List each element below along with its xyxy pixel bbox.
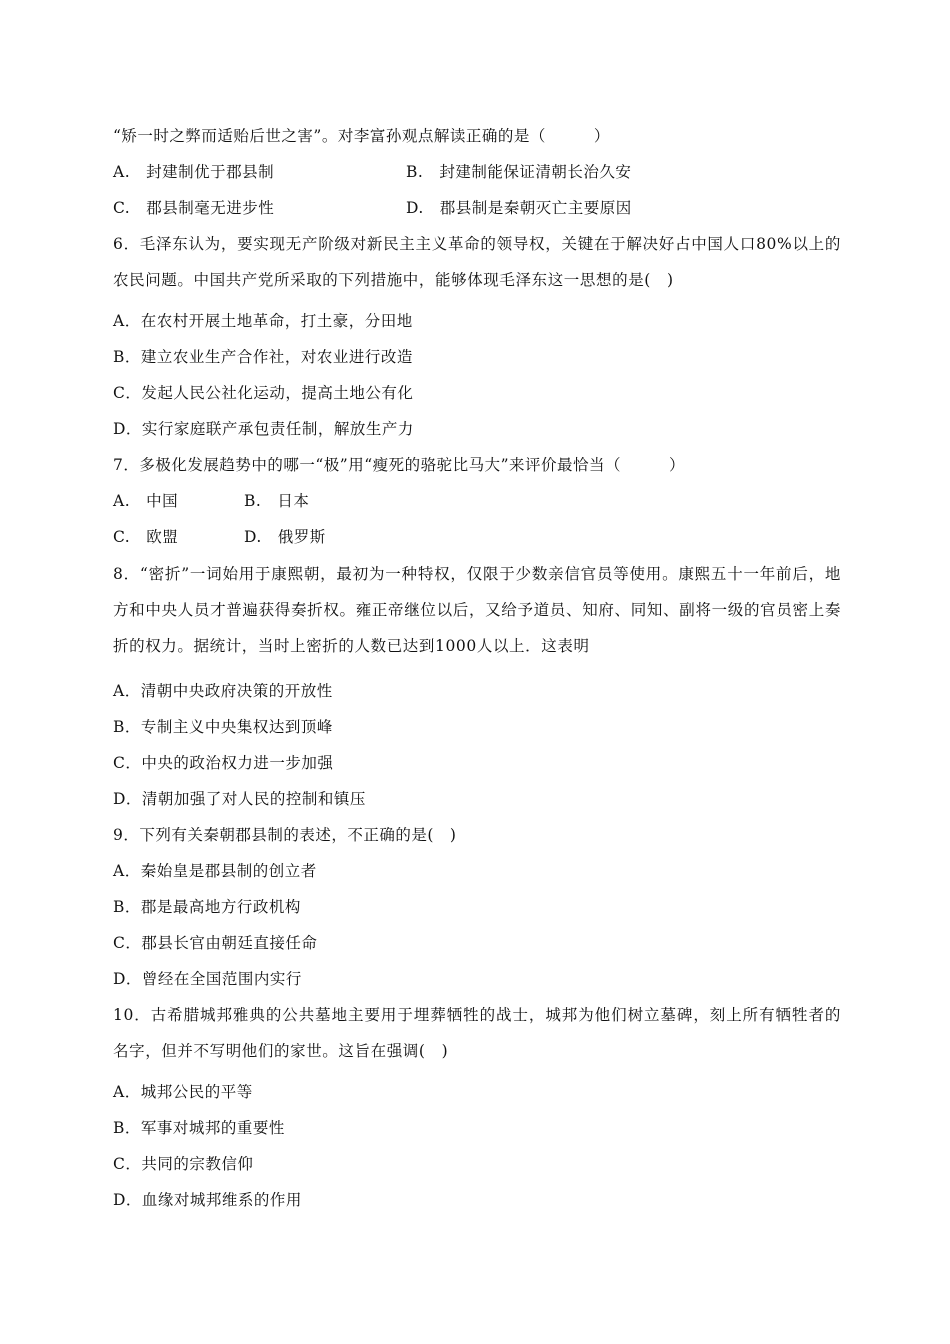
q9-option-b: B．郡是最高地方行政机构 xyxy=(113,898,301,916)
q9-option-c: C．郡县长官由朝廷直接任命 xyxy=(113,934,318,952)
q9-option-a: A．秦始皇是郡县制的创立者 xyxy=(113,862,317,880)
q6-stem: 6．毛泽东认为，要实现无产阶级对新民主主义革命的领导权，关键在于解决好占中国人口80%以上的农民问题。中国共产党所采取的下列措施中，能够体现毛泽东这一思想的是( ) xyxy=(113,235,841,289)
q8-option-d: D．清朝加强了对人民的控制和镇压 xyxy=(113,790,366,808)
q6-option-a: A．在农村开展土地革命，打土豪，分田地 xyxy=(113,312,413,330)
q10-option-b: B．军事对城邦的重要性 xyxy=(113,1119,285,1137)
q8-option-c: C．中央的政治权力进一步加强 xyxy=(113,754,334,772)
q6-option-b: B．建立农业生产合作社，对农业进行改造 xyxy=(113,348,413,366)
q5-option-a: A. 封建制优于郡县制 xyxy=(113,163,275,181)
q6-option-d: D．实行家庭联产承包责任制，解放生产力 xyxy=(113,420,414,438)
q6-option-c: C．发起人民公社化运动，提高土地公有化 xyxy=(113,384,414,402)
q8-stem: 8．“密折”一词始用于康熙朝，最初为一种特权，仅限于少数亲信官员等使用。康熙五十一年前后，地方和中央人员才普遍获得奏折权。雍正帝继位以后，又给予道员、知府、同知、副将一级的官员密上奏折的权力。据统计，当时上密折的人数已达到1000人以上．这表明 xyxy=(113,565,841,655)
q5-option-d: D. 郡县制是秦朝灭亡主要原因 xyxy=(406,199,632,217)
q7-option-b: B. 日本 xyxy=(244,492,310,510)
q8-option-a: A．清朝中央政府决策的开放性 xyxy=(113,682,333,700)
q7-option-a: A. 中国 xyxy=(113,492,179,510)
q10-option-c: C．共同的宗教信仰 xyxy=(113,1155,254,1173)
q10-stem: 10．古希腊城邦雅典的公共墓地主要用于埋葬牺牲的战士，城邦为他们树立墓碑，刻上所有牺牲者的名字，但并不写明他们的家世。这旨在强调( ) xyxy=(113,1006,841,1060)
q10-option-a: A．城邦公民的平等 xyxy=(113,1083,253,1101)
q7-option-c: C. 欧盟 xyxy=(113,528,179,546)
q5-option-b: B. 封建制能保证清朝长治久安 xyxy=(406,163,632,181)
q5-option-c: C. 郡县制毫无进步性 xyxy=(113,199,275,217)
q10-option-d: D．血缘对城邦维系的作用 xyxy=(113,1191,302,1209)
q9-stem: 9．下列有关秦朝郡县制的表述，不正确的是( ) xyxy=(113,826,457,844)
q7-option-d: D. 俄罗斯 xyxy=(244,528,326,546)
q8-option-b: B．专制主义中央集权达到顶峰 xyxy=(113,718,333,736)
q9-option-d: D．曾经在全国范围内实行 xyxy=(113,970,302,988)
q5-stem-tail: “矫一时之弊而适贻后世之害”。对李富孙观点解读正确的是（ ） xyxy=(113,127,610,145)
q7-stem: 7．多极化发展趋势中的哪一“极”用“瘦死的骆驼比马大”来评价最恰当（ ） xyxy=(113,456,686,474)
